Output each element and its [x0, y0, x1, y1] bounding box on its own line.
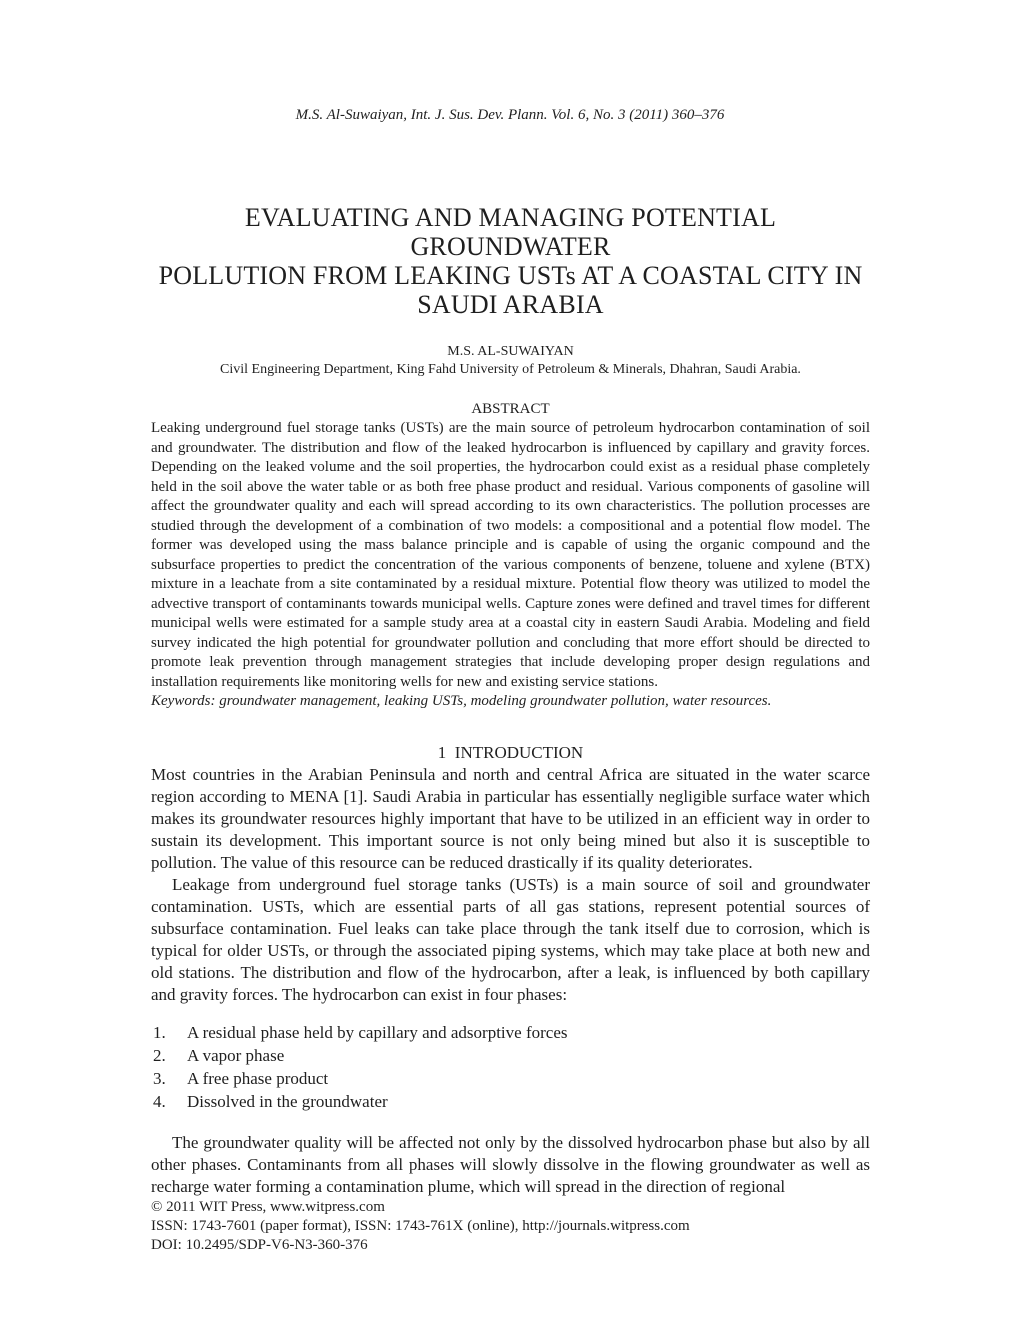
- page-content: [151, 0, 870, 1198]
- paper-title-line-2: POLLUTION FROM LEAKING USTs AT A COASTAL CITY IN: [158, 261, 863, 290]
- paper-title-line-3: SAUDI ARABIA: [417, 290, 604, 319]
- list-item-number: 3.: [153, 1068, 166, 1088]
- abstract-text: Leaking underground fuel storage tanks (USTs) are the main source of petroleum hydrocarbon contamination of soil and groundwater. The distribution and flow of the leaked hydrocarbon is influenced by capillary and gravity forces. Depending on the leaked volume and the soil properties, the hydrocarbon could exist as a residual phase completely held in the soil above the water table or as both free phase product and residual. Various components of gasoline will affect the groundwater quality and each will spread according to its own characteristics. The pollution processes are studied through the development of a combination of two models: a compositional and a potential flow model. The former was developed using the mass balance principle and is capable of using the organic compound and the subsurface properties to predict the concentration of the various components of benzene, toluene and xylene (BTX) mixture in a leachate from a site contaminated by a residual mixture. Potential flow theory was utilized to model the advective transport of contaminants towards municipal wells. Capture zones were defined and travel times for different municipal wells were estimated for a sample study area at a coastal city in eastern Saudi Arabia. Modeling and field survey indicated the high potential for groundwater pollution and concluding that more effort should be directed to promote leak prevention through management strategies that include developing proper design regulations and installation requirements like monitoring wells for new and existing service stations.: [151, 420, 870, 690]
- list-item-text: A vapor phase: [187, 1045, 285, 1065]
- list-item-number: 4.: [153, 1091, 166, 1111]
- intro-paragraph-1: Most countries in the Arabian Peninsula and north and central Africa are situated in the water scarce region according to MENA [1]. Saudi Arabia in particular has essentially negligible surface water which makes its groundwater resources highly important that have to be utilized in an efficient way in order to sustain its development. This important source is not only being mined but also it is susceptible to pollution. The value of this resource can be reduced drastically if its quality deteriorates.: [151, 764, 870, 872]
- list-item: [151, 1044, 870, 1067]
- intro-paragraph-2: Leakage from underground fuel storage tanks (USTs) is a main source of soil and groundwater contamination. USTs, which are essential parts of all gas stations, represent potential sources of subsurface contamination. Fuel leaks can take place through the tank itself due to corrosion, which is typical for older USTs, or through the associated piping systems, which may take place at both new and old stations. The distribution and flow of the hydrocarbon, after a leak, is influenced by both capillary and gravity forces. The hydrocarbon can exist in four phases:: [151, 874, 870, 1004]
- keywords-line: Keywords: groundwater management, leaking USTs, modeling groundwater pollution, water resources.: [151, 693, 772, 709]
- intro-paragraph-3: The groundwater quality will be affected not only by the dissolved hydrocarbon phase but also by all other phases. Contaminants from all phases will slowly dissolve in the flowing groundwater as well as recharge water forming a contamination plume, which will spread in the direction of regional: [151, 1132, 870, 1196]
- list-item: [151, 1067, 870, 1090]
- page-footer: [151, 1198, 870, 1255]
- list-item-text: Dissolved in the groundwater: [187, 1091, 388, 1111]
- list-item-number: 2.: [153, 1045, 166, 1065]
- author-affiliation: Civil Engineering Department, King Fahd University of Petroleum & Minerals, Dhahran, Saudi Arabia.: [220, 362, 801, 377]
- section-heading-introduction: 1 INTRODUCTION: [437, 742, 584, 762]
- abstract-heading: ABSTRACT: [471, 401, 550, 417]
- list-item: [151, 1021, 870, 1044]
- phases-numbered-list: [151, 1021, 870, 1113]
- paper-title-line-1: EVALUATING AND MANAGING POTENTIAL GROUNDWATER: [244, 203, 777, 261]
- list-item: [151, 1090, 870, 1113]
- doi-line: DOI: 10.2495/SDP-V6-N3-360-376: [151, 1237, 368, 1253]
- paper-title: [151, 203, 870, 319]
- list-item-text: A residual phase held by capillary and adsorptive forces: [187, 1022, 568, 1042]
- list-item-number: 1.: [153, 1022, 166, 1042]
- running-head: M.S. Al-Suwaiyan, Int. J. Sus. Dev. Plann. Vol. 6, No. 3 (2011) 360–376: [295, 107, 725, 123]
- author-name: M.S. AL-SUWAIYAN: [447, 344, 574, 359]
- list-item-text: A free phase product: [187, 1068, 329, 1088]
- issn-line: ISSN: 1743-7601 (paper format), ISSN: 1743-761X (online), http://journals.witpress.com: [151, 1218, 690, 1234]
- copyright-line: © 2011 WIT Press, www.witpress.com: [151, 1199, 385, 1215]
